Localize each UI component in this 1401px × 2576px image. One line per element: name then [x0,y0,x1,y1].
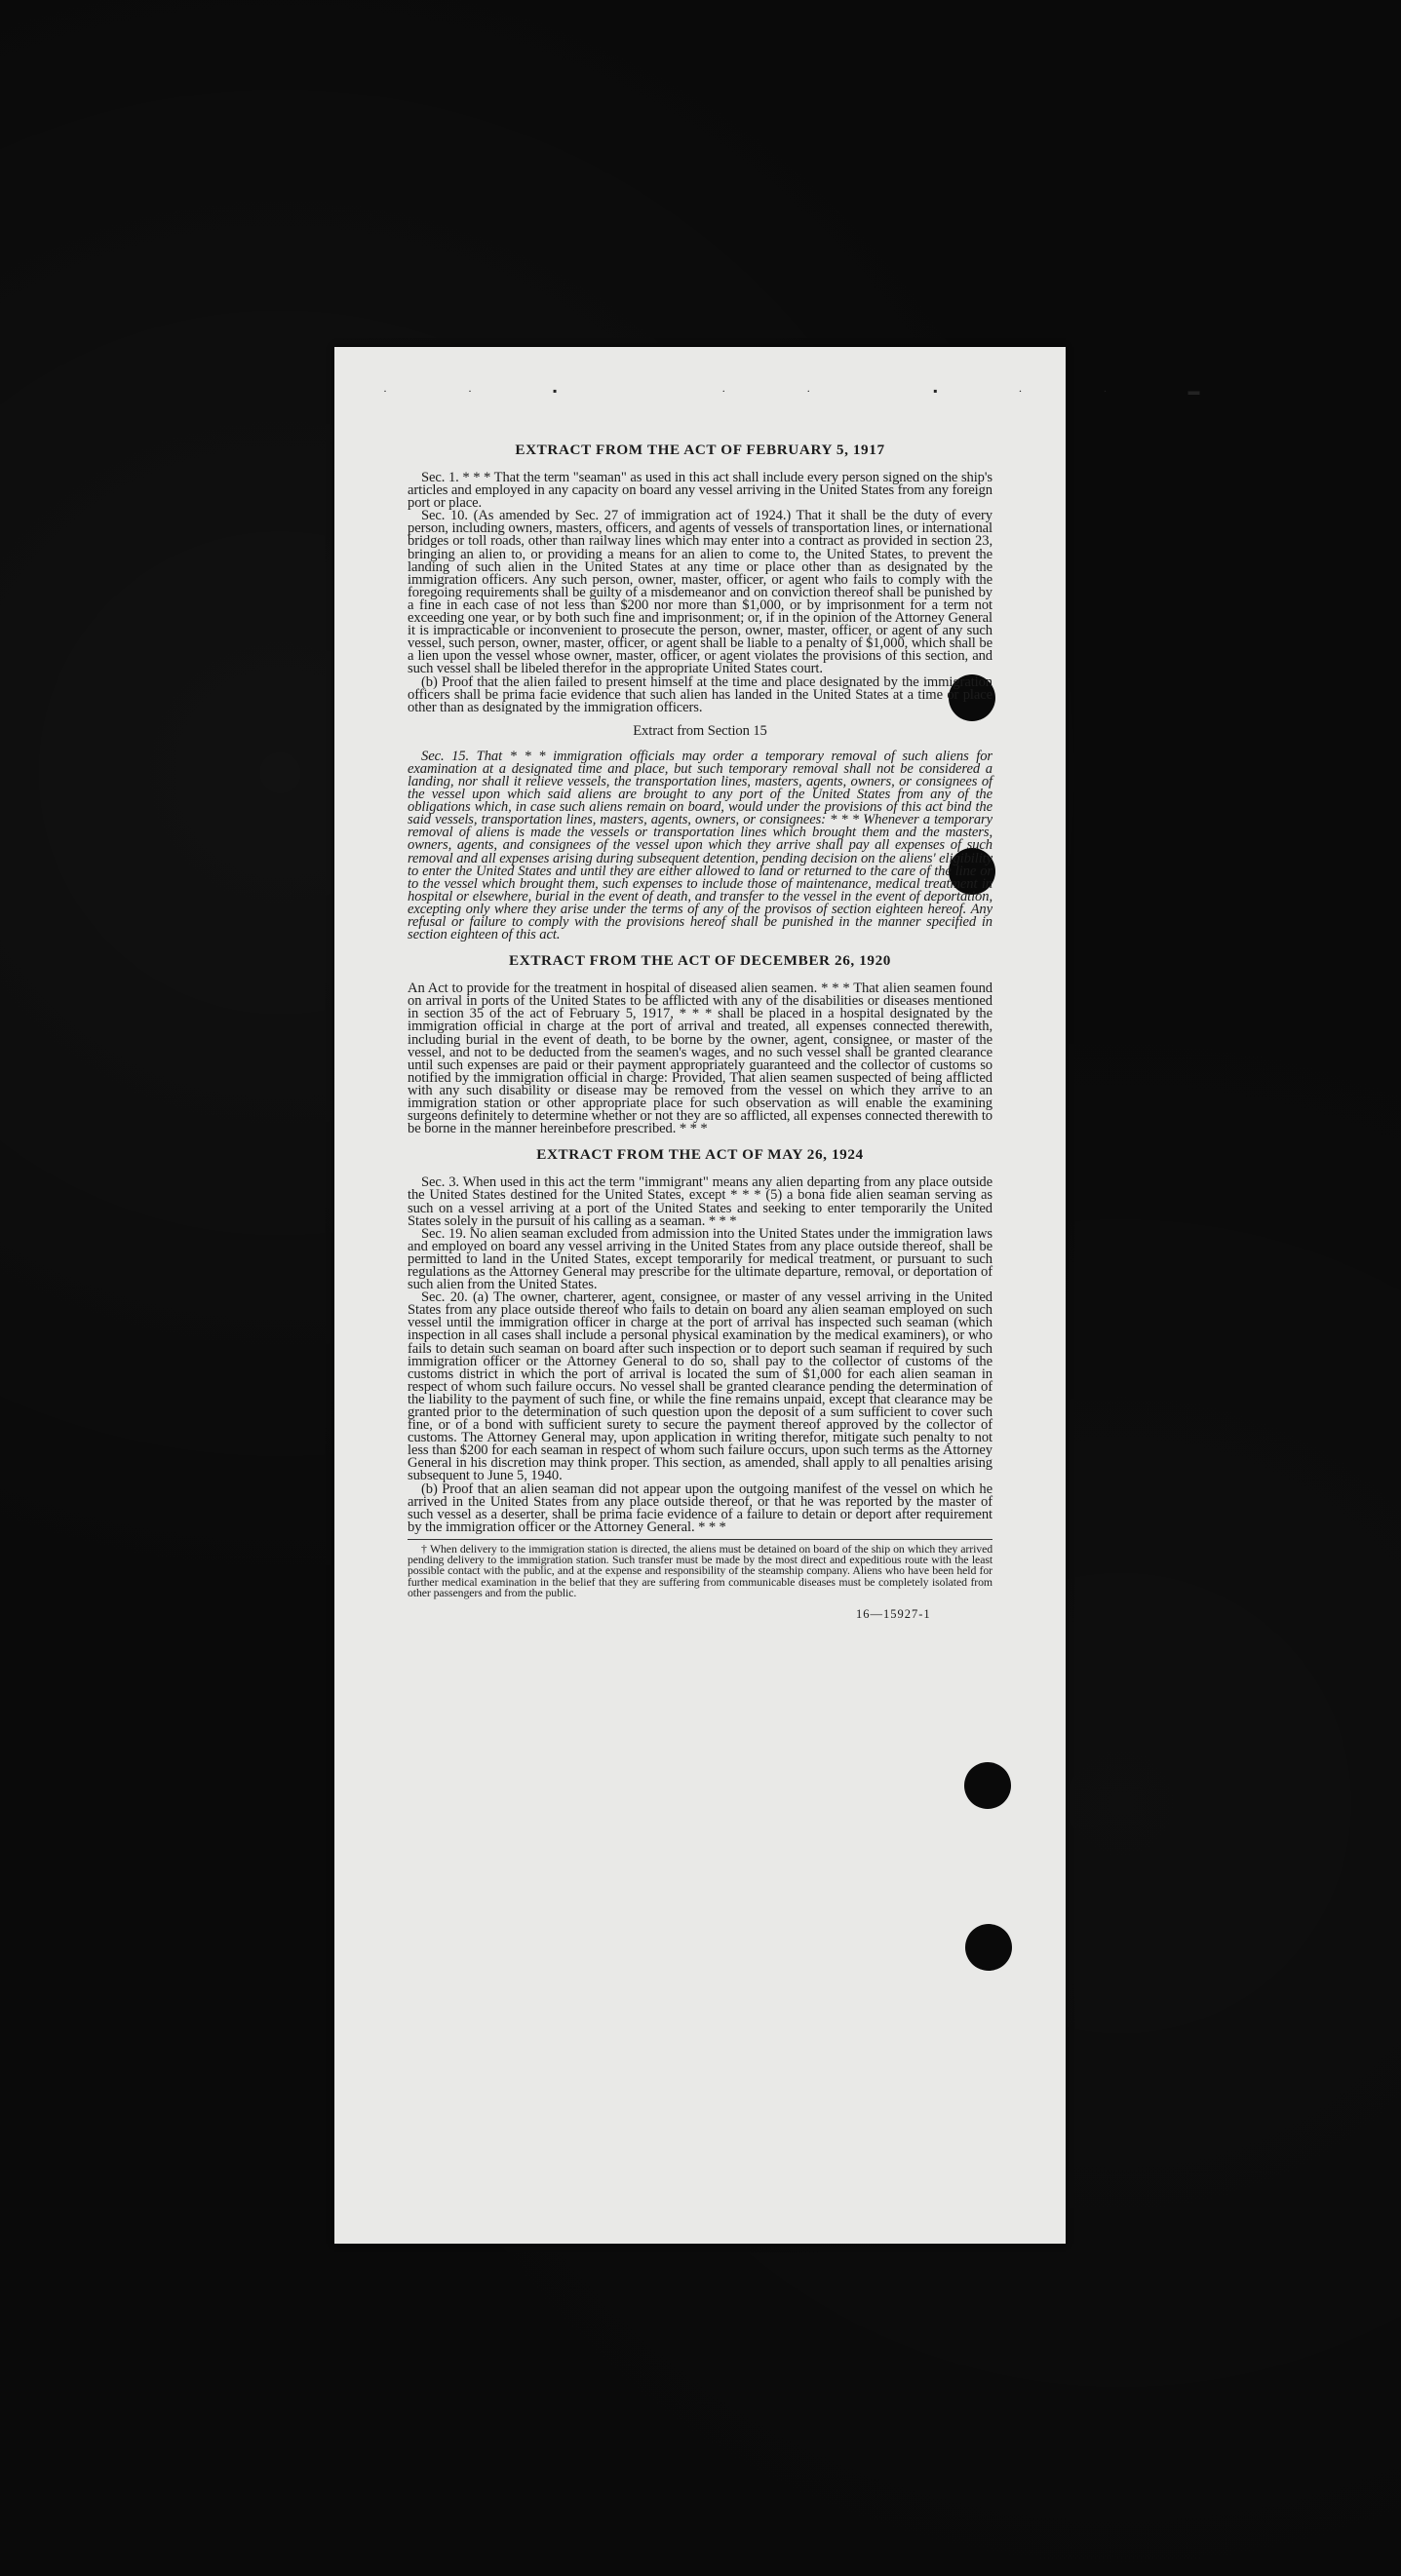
paragraph-sec3: Sec. 3. When used in this act the term "immigrant" means any alien departing from any place outside the United States destined for the United States, except * * * (5) a bona fide alien seaman serving as such on a vessel arriving at a port of the United States and seeking to enter temporarily the United States solely in the pursuit of his calling as a seaman. * * * [408,1174,992,1229]
paragraph-sec15: Sec. 15. That * * * immigration officials may order a temporary removal of such aliens for examination at a designated time and place, but such temporary removal shall not be considered a landing, nor shall it relieve vessels, the transportation lines, masters, agents, owners, or consignees of the vessel upon which said aliens are brought to any port of the United States from any of the obligations which, in case such aliens remain on board, would under the provisions of this act bind the said vessels, transportation lines, masters, agents, owners, or consignees: * * * Whenever a temporary removal of aliens is made the vessels or transportation lines which brought them and the masters, owners, agents, and consignees of the vessel upon which they arrive shall pay all expenses of such removal and all expenses arising during subsequent detention, pending decision on the aliens' eligibility to enter the United States and until they are either allowed to land or returned to the care of the line or to the vessel which brought them, such expenses to include those of maintenance, medical treatment in hospital or elsewhere, burial in the event of death, and transfer to the vessel in the event of deportation, excepting only where they arise under the terms of any of the provisos of section eighteen hereof. Any refusal or failure to comply with the provisions hereof shall be punished in the manner specified in section eighteen of this act. [408,748,992,943]
footnote-divider [408,1539,992,1540]
paragraph-act-1920: An Act to provide for the treatment in hospital of diseased alien seamen. * * * That alien seamen found on arrival in ports of the United States to be afflicted with any of the disabilities or diseases mentioned in section 35 of the act of February 5, 1917, * * * shall be placed in a hospital designated by the immigration official in charge at the port of arrival and treated, all expenses connected therewith, including burial in the event of death, to be borne by the owner, agent, consignee, or master of the vessel, and not to be deducted from the seamen's wages, and no such vessel shall be granted clearance until such expenses are paid or their payment appropriately guaranteed and the collector of customs so notified by the immigration official in charge: Provided, That alien seamen suspected of being afflicted with any such disability or disease may be removed from the vessel on which they arrive to an immigration station or other appropriate place for such observation as will enable the examining surgeons definitely to determine whether or not they are so afflicted, all expenses connected therewith to be borne in the manner hereinbefore prescribed. * * * [408,980,992,1137]
binder-hole-4 [965,1924,1012,1971]
heading-act-1924: EXTRACT FROM THE ACT OF MAY 26, 1924 [536,1146,864,1164]
paragraph-sec1: Sec. 1. * * * That the term "seaman" as used in this act shall include every person signed on the ship's articles and employed in any capacity on board any vessel arriving in the United States from any foreign port or place. [408,470,992,512]
document-page [334,347,1239,2244]
top-edge-marks: · · ▪ · · ▪ · · ▬ [383,384,1239,398]
paragraph-sec10: Sec. 10. (As amended by Sec. 27 of immigration act of 1924.) That it shall be the duty of every person, including owners, masters, officers, and agents of vessels of transportation lines, or international bridges or toll roads, other than railway lines which may enter into a contract as provided in section 23, bringing an alien to, or providing a means for an alien to come to, the United States, to prevent the landing of such alien in the United States at any time or place other than as designated by the immigration officers. Any such person, owner, master, officer, or agent who fails to comply with the foregoing requirements shall be guilty of a misdemeanor and on conviction thereof shall be punished by a fine in each case of not less than $200 nor more than $1,000, or by imprisonment for a term not exceeding one year, or by both such fine and imprisonment; or, if in the opinion of the Attorney General it is impracticable or inconvenient to prosecute the person, owner, master, officer, or agent of any such vessel, such person, owner, master, officer, or agent shall be liable to a penalty of $1,000, which shall be a lien upon the vessel whose owner, master, officer, or agent violates the provisions of this section, and such vessel shall be libeled therefor in the appropriate United States court. [408,508,992,677]
paragraph-sec10-b: (b) Proof that the alien failed to present himself at the time and place designated by the immigration officers shall be prima facie evidence that such alien has landed in the United States at a time or place other than as designated by the immigration officers. [408,673,992,715]
heading-section-15: Extract from Section 15 [633,722,767,739]
form-number: 16—15927-1 [856,1606,931,1621]
heading-act-1920: EXTRACT FROM THE ACT OF DECEMBER 26, 1920 [509,952,891,970]
paragraph-sec19: Sec. 19. No alien seaman excluded from admission into the United States under the immigration laws and employed on board any vessel arriving in the United States from any place outside thereof, shall be permitted to land in the United States, except temporarily for medical treatment, or pursuant to such regulations as the Attorney General may prescribe for the ultimate departure, removal, or deportation of such alien from the United States. [408,1225,992,1293]
document-body [408,442,992,1621]
paragraph-sec20: Sec. 20. (a) The owner, charterer, agent, consignee, or master of any vessel arriving in the United States from any place outside thereof who fails to detain on board any alien seaman employed on such vessel until the immigration officer in charge at the port of arrival has inspected such seaman (which inspection in all cases shall include a personal physical examination by the medical examiners), or who fails to detain such seaman on board after such inspection or to deport such seaman if required by such immigration officer or the Attorney General to do so, shall pay to the collector of customs of the customs district in which the port of arrival is located the sum of $1,000 for each alien seaman in respect of whom such failure occurs. No vessel shall be granted clearance pending the determination of the liability to the payment of such fine, or while the fine remains unpaid, except that clearance may be granted prior to the determination of such question upon the deposit of a sum sufficient to cover such fine, or of a bond with sufficient surety to secure the payment thereof approved by the collector of customs. The Attorney General may, upon application in writing therefor, mitigate such penalty to not less than $200 for each seaman in respect of whom such failure occurs, upon such terms as the Attorney General in his discretion may think proper. This section, as amended, shall apply to all penalties arising subsequent to June 5, 1940. [408,1289,992,1484]
heading-act-1917: EXTRACT FROM THE ACT OF FEBRUARY 5, 1917 [515,442,885,458]
footnote: † When delivery to the immigration station is directed, the aliens must be detained on board of the ship on which they arrived pending delivery to the immigration station. Such transfer must be made by the most direct and expeditious route with the least possible contact with the public, and at the expense and responsibility of the steamship company. Aliens who have been held for further medical examination in the belief that they are suffering from communicable diseases must be completely isolated from other passengers and from the public. [408,1541,992,1599]
paragraph-sec20-b: (b) Proof that an alien seaman did not appear upon the outgoing manifest of the vessel on which he arrived in the United States from any place outside thereof, or that he was reported by the master of such vessel as a deserter, shall be prima facie evidence of a failure to detain or deport after requirement by the immigration officer or the Attorney General. * * * [408,1480,992,1535]
binder-hole-3 [964,1762,1011,1809]
